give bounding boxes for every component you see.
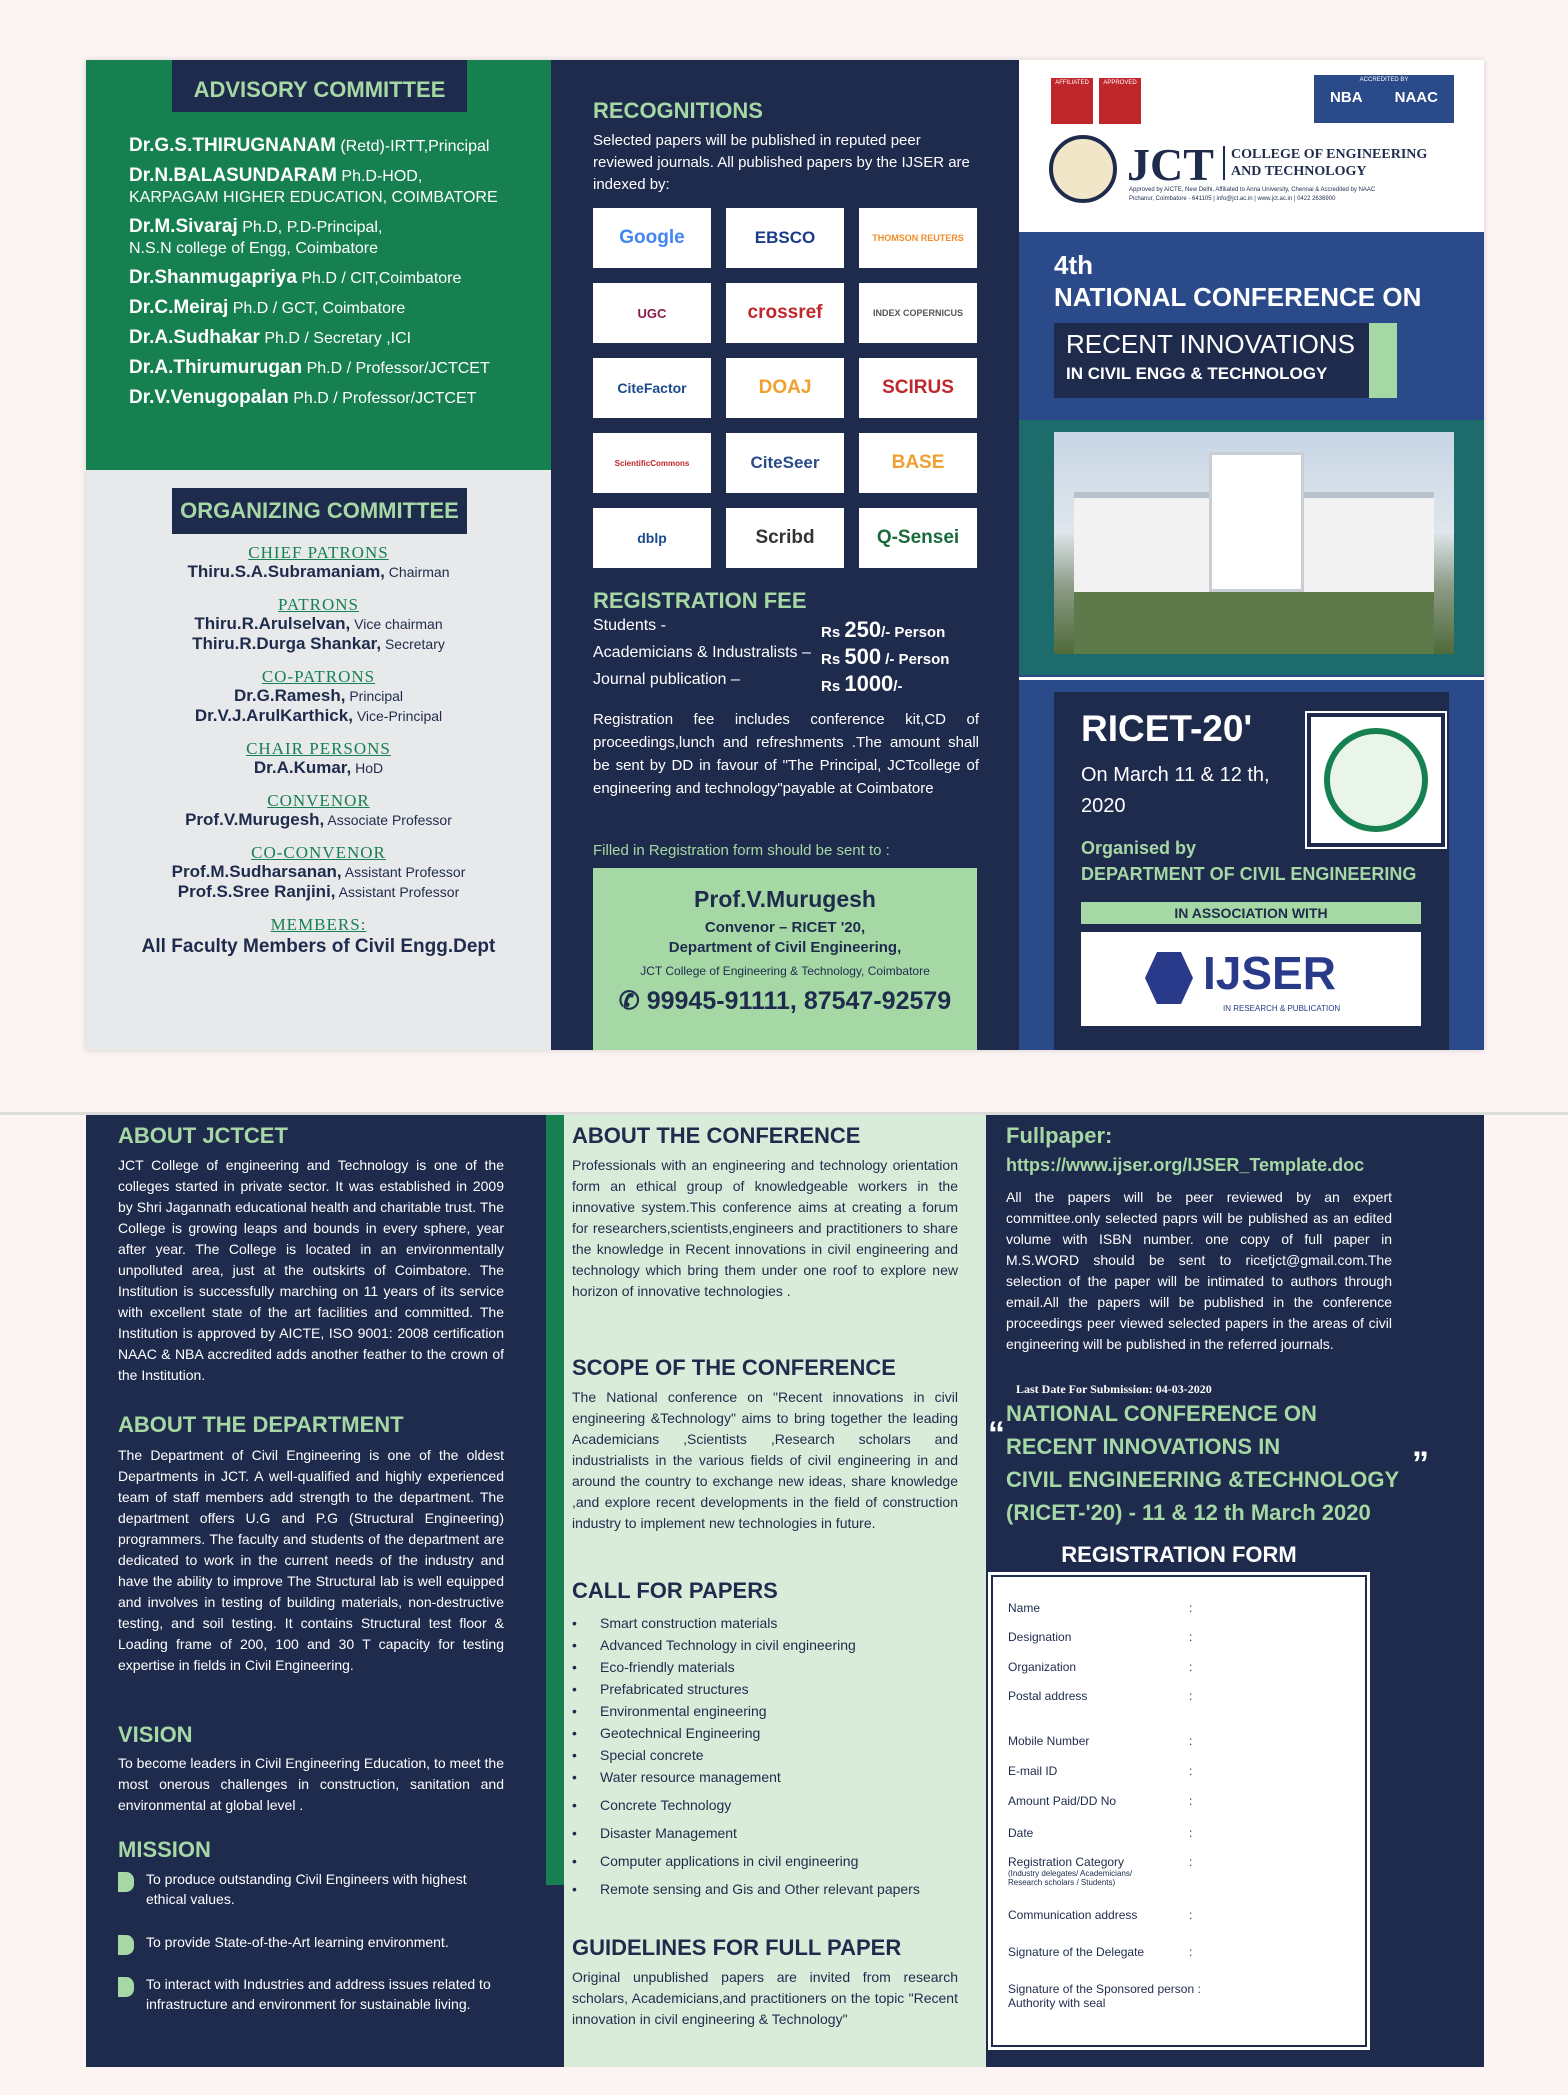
contact-phone: 99945-91111, 87547-92579 [646, 987, 952, 1015]
accent-stripe [546, 1115, 564, 1885]
edition: 4th [1054, 250, 1093, 280]
list-item: • Disaster Management [572, 1822, 920, 1844]
association-emblem-icon [1307, 713, 1445, 847]
scientific-commons-logo: ScientificCommons [593, 433, 711, 493]
advisory-committee-box [86, 60, 551, 470]
heading-line: CIVIL ENGINEERING &TECHNOLOGY [1006, 1467, 1400, 1492]
form-colon: : [1189, 1601, 1193, 1615]
advisory-member: Dr.G.S.THIRUGNANAM (Retd)-IRTT,Principal [129, 135, 490, 156]
accredited-badges [1314, 75, 1454, 123]
qsensei-logo: Q-Sensei [859, 508, 977, 568]
list-item: • Prefabricated structures [572, 1678, 920, 1700]
about-conference-title: ABOUT THE CONFERENCE [572, 1123, 861, 1148]
list-item: • Special concrete [572, 1744, 920, 1766]
about-department-text: The Department of Civil Engineering is one of the oldest Departments in JCT. A well-qualified and highly experienced team of staff members add strength to the department. The department offers U.G and P.G (Structural Engineering) programmers. The faculty and students of the department are dedicated to work in the current needs of the industry and have the ability to improve The Structural lab is well equipped and involves in testing of building materials, non-destructive testing, and soil testing. It contains Structural test floor & Loading frame of 200, 100 and 30 T capacity for testing expertise in fields in Civil Engineering. [118, 1447, 504, 1673]
form-colon: : [1189, 1734, 1193, 1748]
flag-icon [118, 1977, 134, 1997]
theme-box [1054, 323, 1397, 398]
advisory-member: Dr.A.Sudhakar Ph.D / Secretary ,ICI [129, 327, 412, 348]
fee-row: Journal publication – Rs 1000/- [593, 671, 903, 696]
all-faculty: All Faculty Members of Civil Engg.Dept [141, 936, 496, 957]
about-jctcet-text: JCT College of engineering and Technology is one of the colleges started in private sector. It was established in 2009 by Shri Jagannath educational health and charitable trust. The College is growing leaps and bounds in every sphere, year after year. The College is located in an environmentally unpolluted area, just at the outskirts of Coimbatore. The Institution is successfully marching on 11 years of its service with excellent state of the art facilities and committed. The Institution is approved by AICTE, ISO 9001: 2008 certification NAAC & NBA accredited adds another feather to the crown of the Institution. [118, 1157, 504, 1383]
role-heading: CO-CONVENOR [251, 843, 386, 862]
role-heading: CHIEF PATRONS [248, 543, 389, 562]
heading-line: (RICET-'20) - 11 & 12 th March 2020 [1006, 1500, 1371, 1525]
form-colon: : [1189, 1908, 1193, 1922]
organised-by: Organised by [1081, 838, 1197, 858]
fullpaper-text: All the papers will be peer reviewed by an expert committee.only selected paprs will be published as an edited volume with ISBN number. one copy of full paper in M.S.WORD should be sent to ricetjct@gmail.com.The selection of the paper will be intimated to authors through email.All the papers will be published in the conference proceedings peer viewed selected papers in the areas of civil engineering will be published in the referred journals. [1006, 1189, 1392, 1352]
accredited-label: ACCREDITED BY [1359, 77, 1409, 83]
advisory-member: N.S.N college of Engg, Coimbatore [129, 240, 379, 257]
form-colon: : [1189, 1764, 1193, 1778]
role-heading: CHAIR PERSONS [246, 739, 391, 758]
role-heading: PATRONS [277, 595, 360, 614]
list-item: • Geotechnical Engineering [572, 1722, 920, 1744]
form-field-mobile[interactable]: Mobile Number [1008, 1734, 1090, 1748]
mission-title: MISSION [118, 1837, 211, 1862]
sent-to-label: Filled in Registration form should be sent to : [593, 842, 890, 859]
about-conference-text: Professionals with an engineering and technology orientation form an ethical group of knowledgeable workers in the innovative system.This conference aims at creating a forum for researchers,scientists,engineers and practitioners to share the knowledge in Recent innovations in civil engineering and technology which bring them under one roof to explore new horizon of innovative technologies . [572, 1157, 958, 1299]
list-item: • Smart construction materials [572, 1612, 920, 1634]
contact-phone-row [593, 986, 977, 1016]
person-entry: Thiru.S.A.Subramaniam, Chairman [187, 562, 450, 581]
brochure-inner-sheet [86, 1115, 1484, 2067]
form-field-delegate-signature[interactable]: Signature of the Delegate [1008, 1945, 1145, 1959]
conference-dates: On March 11 & 12 th, 2020 [1081, 764, 1270, 817]
last-date: Last Date For Submission: 04-03-2020 [1016, 1382, 1212, 1396]
list-item: • Eco-friendly materials [572, 1656, 920, 1678]
advisory-member: KARPAGAM HIGHER EDUCATION, COIMBATORE [129, 189, 498, 206]
person-entry: Dr.A.Kumar, HoD [253, 758, 384, 777]
conference-code: RICET-20' [1081, 708, 1253, 749]
naac-label: NAAC [1394, 89, 1438, 106]
about-jctcet-title: ABOUT JCTCET [118, 1123, 288, 1148]
citeseer-logo: CiteSeer [726, 433, 844, 493]
advisory-member: Dr.V.Venugopalan Ph.D / Professor/JCTCET [129, 387, 477, 408]
list-item: • Remote sensing and Gis and Other relevant papers [572, 1878, 920, 1900]
advisory-member: Dr.Shanmugapriya Ph.D / CIT,Coimbatore [129, 267, 462, 288]
form-colon: : [1189, 1826, 1193, 1840]
form-field-amount[interactable]: Amount Paid/DD No [1008, 1794, 1117, 1808]
template-link[interactable]: https://www.ijser.org/IJSER_Template.doc [1006, 1155, 1365, 1175]
recognitions-title: RECOGNITIONS [593, 98, 763, 123]
cover-panel [1019, 60, 1484, 1050]
ebsco-logo: EBSCO [726, 208, 844, 268]
person-entry: Dr.V.J.ArulKarthick, Vice-Principal [194, 706, 443, 725]
college-building-photo [1054, 432, 1454, 654]
heading-line: RECENT INNOVATIONS IN [1006, 1434, 1281, 1459]
registration-form [991, 1575, 1367, 2047]
partner-name: IJSER [1203, 947, 1336, 999]
college-approval: Approved by AICTE, New Delhi, Affiliated to Anna University, Chennai & Accredited by NAAC Pichanur, Coimbatore - 641105 | info@jct.ac.in | www.jct.ac.in | 0422 2636900 [1129, 187, 1376, 202]
association-bar: IN ASSOCIATION WITH [1081, 902, 1421, 924]
doaj-logo: DOAJ [726, 358, 844, 418]
call-for-papers-list [572, 1612, 920, 1900]
close-quote: ” [1412, 1445, 1429, 1483]
college-name: COLLEGE OF ENGINEERING AND TECHNOLOGY [1223, 146, 1473, 180]
registration-form-title: REGISTRATION FORM [1061, 1542, 1297, 1567]
guidelines-text: Original unpublished papers are invited from research scholars, Academicians,and practitioners on the topic "Recent innovation in civil engineering & Technology" [572, 1969, 958, 2027]
dblp-logo: dblp [593, 508, 711, 568]
registration-panel [986, 1115, 1484, 2067]
form-field-postal-address[interactable]: Postal address [1008, 1689, 1088, 1703]
form-field-organization[interactable]: Organization [1008, 1660, 1077, 1674]
citefactor-logo: CiteFactor [593, 358, 711, 418]
flag-icon [118, 1935, 134, 1955]
vision-title: VISION [118, 1722, 193, 1747]
fee-row: Students - Rs 250/- Person [593, 617, 946, 642]
nba-label: NBA [1330, 89, 1363, 106]
ugc-logo: UGC [593, 283, 711, 343]
person-entry: Thiru.R.Durga Shankar, Secretary [192, 634, 445, 653]
contact-role: Convenor – RICET '20, [704, 919, 866, 936]
advisory-member: Dr.A.Thirumurugan Ph.D / Professor/JCTCET [129, 357, 490, 378]
person-entry: Thiru.R.Arulselvan, Vice chairman [194, 614, 443, 633]
advisory-member: Dr.N.BALASUNDARAM Ph.D-HOD, [129, 165, 423, 186]
scribd-logo: Scribd [726, 508, 844, 568]
form-field-email[interactable]: E-mail ID [1008, 1764, 1058, 1778]
fullpaper-title: Fullpaper: [1006, 1123, 1113, 1148]
form-colon: : [1189, 1855, 1193, 1869]
committee-panel [86, 60, 551, 1050]
approved-badge: APPROVED [1099, 78, 1141, 124]
person-entry: Dr.G.Ramesh, Principal [233, 686, 404, 705]
form-field-name[interactable]: Name [1008, 1601, 1041, 1615]
organizing-title: ORGANIZING COMMITTEE [172, 488, 467, 534]
advisory-list [129, 136, 544, 418]
scirus-logo: SCIRUS [859, 358, 977, 418]
college-emblem-icon [1049, 135, 1117, 203]
advisory-member: Dr.C.Meiraj Ph.D / GCT, Coimbatore [129, 297, 406, 318]
mission-item: To interact with Industries and address issues related to infrastructure and environment for sustainable living. [118, 1974, 508, 2014]
form-field-communication-address[interactable]: Communication address [1008, 1908, 1138, 1922]
open-quote: “ [988, 1415, 1005, 1453]
list-item: • Water resource management [572, 1766, 920, 1788]
organizing-list [86, 534, 551, 958]
google-logo: Google [593, 208, 711, 268]
about-panel [86, 1115, 526, 2067]
ijser-logo [1081, 932, 1421, 1026]
mission-item: To provide State-of-the-Art learning environment. [118, 1932, 508, 1952]
advisory-member: Dr.M.Sivaraj Ph.D, P.D-Principal, [129, 216, 383, 237]
theme-line2: IN CIVIL ENGG & TECHNOLOGY [1066, 364, 1328, 383]
role-heading: CONVENOR [267, 791, 370, 810]
conference-name: NATIONAL CONFERENCE ON [1054, 282, 1422, 312]
brochure-outer-sheet [86, 60, 1484, 1050]
guidelines-title: GUIDELINES FOR FULL PAPER [572, 1935, 902, 1960]
flag-icon [118, 1872, 134, 1892]
organising-department: DEPARTMENT OF CIVIL ENGINEERING [1081, 864, 1417, 884]
phone-icon: ✆ [618, 987, 640, 1015]
list-item: • Environmental engineering [572, 1700, 920, 1722]
list-item: • Advanced Technology in civil engineering [572, 1634, 920, 1656]
role-heading: CO-PATRONS [261, 667, 376, 686]
form-colon: : [1189, 1689, 1193, 1703]
person-entry: Prof.V.Murugesh, Associate Professor [185, 810, 452, 829]
about-department-title: ABOUT THE DEPARTMENT [118, 1412, 404, 1437]
recognitions-text: Selected papers will be published in reputed peer reviewed journals. All published papers by the IJSER are indexed by: [593, 132, 970, 193]
person-entry: Prof.M.Sudharsanan, Assistant Professor [171, 862, 466, 881]
form-colon: : [1189, 1945, 1193, 1959]
contact-dept: Department of Civil Engineering, [668, 939, 902, 956]
hexagon-icon [1145, 952, 1193, 1004]
college-abbr: JCT [1127, 139, 1214, 190]
contact-box [593, 868, 977, 1050]
form-colon: : [1189, 1794, 1193, 1808]
scope-title: SCOPE OF THE CONFERENCE [572, 1355, 896, 1380]
registration-fee-title: REGISTRATION FEE [593, 588, 807, 613]
conference-heading [1006, 1397, 1426, 1529]
form-field-designation[interactable]: Designation [1008, 1630, 1072, 1644]
form-colon: : [1189, 1630, 1193, 1644]
scope-text: The National conference on "Recent innovations in civil engineering &Technology" aims to bring together the leading Academicians ,Scientists ,Research scholars and industrialists in the various fields of civil engineering in and around the country to exchange new ideas, share knowledge ,and explore recent developments in the field of construction industry to implement new technologies in future. [572, 1389, 958, 1531]
person-entry: Prof.S.Sree Ranjini, Assistant Professor [177, 882, 460, 901]
fee-row: Academicians & Industralists – Rs 500 /- Person [593, 644, 950, 669]
crossref-logo: crossref [726, 283, 844, 343]
recognition-panel [551, 60, 1019, 1050]
index-copernicus-logo: INDEX COPERNICUS [859, 283, 977, 343]
indexing-logos [593, 208, 979, 568]
base-logo: BASE [859, 433, 977, 493]
thomson-reuters-logo: THOMSON REUTERS [859, 208, 977, 268]
call-for-papers-title: CALL FOR PAPERS [572, 1578, 778, 1603]
vision-text: To become leaders in Civil Engineering Education, to meet the most onerous challenges in construction, sanitation and environmental at global level . [118, 1755, 504, 1813]
list-item: • Computer applications in civil engineering [572, 1850, 920, 1872]
theme-line1: RECENT INNOVATIONS [1066, 329, 1355, 359]
heading-line: NATIONAL CONFERENCE ON [1006, 1401, 1317, 1426]
conference-panel [564, 1115, 986, 2067]
form-field-date[interactable]: Date [1008, 1826, 1034, 1840]
contact-college: JCT College of Engineering & Technology, Coimbatore [640, 964, 930, 978]
partner-tagline: IN RESEARCH & PUBLICATION [1223, 1004, 1341, 1013]
mission-item: To produce outstanding Civil Engineers with highest ethical values. [118, 1869, 508, 1909]
role-heading: MEMBERS: [270, 915, 367, 934]
contact-name: Prof.V.Murugesh [694, 886, 876, 912]
form-colon: : [1189, 1660, 1193, 1674]
list-item: • Concrete Technology [572, 1794, 920, 1816]
fee-note: Registration fee includes conference kit,CD of proceedings,lunch and refreshments .The amount shall be sent by DD in favour of "The Principal, JCTcollege of engineering and technology"payable at Coimbatore [593, 711, 979, 797]
form-field-category[interactable]: Registration Category (Industry delegates/ Academicians/ Research scholars / Students) [1008, 1855, 1133, 1887]
advisory-title: ADVISORY COMMITTEE [172, 60, 467, 112]
form-field-sponsor-signature[interactable]: Signature of the Sponsored person : Authority with seal [1008, 1982, 1201, 2010]
affiliated-badge: AFFILIATED [1051, 78, 1093, 124]
